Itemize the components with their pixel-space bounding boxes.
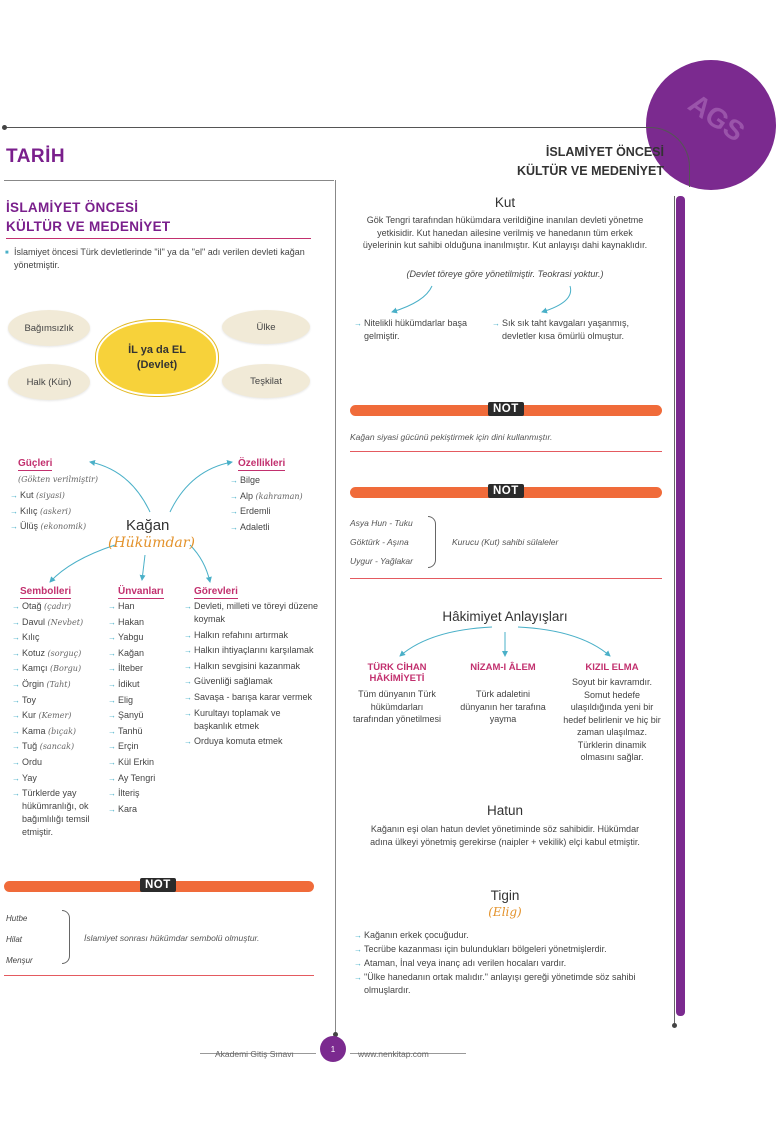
list-item: → Kurultayı toplamak ve başkanlık etmek [184,707,319,733]
list-item: → Elig [108,694,155,707]
gucleri-item-note: (askeri) [40,506,72,516]
not-left-item: Menşur [6,956,33,965]
sembol-name: Tuğ [22,741,38,752]
hakimiyet-col3-text: Soyut bir kavramdır. Somut hedefe ulaşıldığında yeni bir hedef belirlenir ve hiç bir zaman ulaşılmaz. Türklerin dinamik olmasını sağlar. [563,677,661,762]
subject-title: TARİH [6,146,66,167]
sembolleri-heading: Sembolleri [20,586,72,597]
sembolleri-list [12,600,104,842]
list-item: → Halkın ihtiyaçlarını karşılamak [184,644,319,657]
list-item: → Hakan [108,616,155,629]
not-left-item: Hilat [6,935,23,944]
list-item: → Erçin [108,740,155,753]
list-item: → Kara [108,803,155,816]
kagan-title: Kağan [126,517,170,534]
list-item [12,740,104,753]
hakimiyet-col1-title: TÜRK CİHAN HÂKİMİYETİ [367,662,427,684]
list-item [230,490,303,503]
sembol-note: (Kemer) [38,711,72,721]
cloud-bagimsizlik: Bağımsızlık [8,310,90,346]
sembol-note: (Nevbet) [47,617,84,627]
sembol-note: (bıçak) [48,726,77,736]
ozellikleri-item-name: Adaletli [240,521,270,532]
list-item: → Güvenliği sağlamak [184,675,319,688]
not-badge-left: NOT [140,878,176,892]
sembol-name: Kamçı [22,663,48,674]
list-item: → "Ülke hanedanın ortak malıdır." anlayışı gereği yönetimde söz sahibi olmuşlardır. [354,971,664,997]
center-cloud-line2: (Devlet) [136,359,178,371]
not2-item: Uygur - Yağlakar [350,556,413,566]
header-topic-line2: KÜLTÜR VE MEDENİYET [517,164,664,178]
list-item: → Tecrübe kazanması için bulundukları bölgeleri yönetmişlerdir. [354,943,664,956]
list-item: → Savaşa - barışa karar vermek [184,691,319,704]
gucleri-item-note: (ekonomik) [40,522,87,532]
list-item [12,709,104,722]
list-item: → Nitelikli hükümdarlar başa gelmiştir. [354,317,484,343]
not2-item: Göktürk - Aşına [350,537,409,547]
ozellikleri-list [230,474,303,536]
sembol-name: Toy [22,694,37,705]
ozellikleri-item-name: Bilge [240,475,261,485]
hakimiyet-col2-text: Türk adaletini dünyanın her tarafına yayma [460,689,546,724]
list-item: → Halkın sevgisini kazanmak [184,660,319,673]
kut-title: Kut [494,195,516,210]
header-topic-line1: İSLAMİYET ÖNCESİ [545,145,664,159]
list-item [12,631,104,644]
gucleri-item-name: Kılıç [20,505,38,516]
gucleri-note: (Gökten verilmiştir) [18,475,98,484]
kut-right-branch [492,317,657,346]
sembol-name: Yay [22,772,37,783]
hatun-text: Kağanın eşi olan hatun devlet yönetiminde söz sahibidir. Hükümdar adına ülkeyi yönetmiş gerekirse (naipler + vekilik) elçi kabul etmiştir. [370,824,640,847]
list-item [12,756,104,769]
sembol-note: (sorguç) [47,648,82,658]
footer-right-text: www.nenkitap.com [358,1049,429,1059]
kut-note: (Devlet töreye göre yönetilmiştir. Teokrasi yoktur.) [406,269,604,279]
sembol-name: Otağ [22,601,42,611]
kut-left-branch [354,317,484,346]
gorevleri-list [184,600,319,751]
sembol-name: Davul [22,616,46,627]
not2-text: Kurucu (Kut) sahibi sülaleler [452,537,559,547]
list-item: → Ay Tengri [108,772,155,785]
list-item [10,520,86,533]
sembol-note: (Taht) [46,679,71,689]
not-left-text: İslamiyet sonrası hükümdar sembolü olmuştur. [84,933,260,943]
list-item [12,787,104,839]
not-left-underline [4,975,314,976]
not1-underline [350,451,662,452]
not-badge-right-1: NOT [488,402,524,416]
not2-underline [350,578,662,579]
list-item: → Sık sık taht kavgaları yaşanmış, devletler kısa ömürlü olmuştur. [492,317,657,343]
list-item: → Halkın refahını artırmak [184,629,319,642]
list-item [12,678,104,691]
sembol-name: Kılıç [22,632,40,643]
hakimiyet-col2-title: NİZAM-I ÂLEM [470,662,536,673]
ozellikleri-item-name: Alp [240,490,254,501]
tigin-subtitle: (Elig) [488,905,522,919]
list-item [10,489,86,502]
list-item [12,662,104,675]
unvanlari-heading: Ünvanları [118,586,164,597]
kagan-subtitle: (Hükümdar) [108,535,195,551]
hakimiyet-col3-title: KIZIL ELMA [585,662,639,673]
sembol-note: (Borgu) [50,664,82,674]
unvanlari-list [108,600,155,818]
gucleri-list [10,489,86,536]
list-item: → İdikut [108,678,155,691]
center-cloud-line1: İL ya da EL [128,344,186,356]
list-item: → Kağanın erkek çocuğudur. [354,929,664,942]
list-item: → Şanyü [108,709,155,722]
sembol-note: (çadır) [44,602,72,611]
sembol-note: (sancak) [39,742,75,752]
list-item [12,616,104,629]
not2-item: Asya Hun - Tuku [350,518,413,528]
gucleri-heading: Güçleri [18,458,53,469]
list-item [12,694,104,707]
intro-text: ■ İslamiyet öncesi Türk devletlerinde "il" ya da "el" adı verilen devleti kağan yönetmiştir. [14,246,324,272]
section-title-line2: KÜLTÜR VE MEDENİYET [6,219,171,234]
list-item [12,725,104,738]
hatun-title: Hatun [486,803,524,818]
hakimiyet-title: Hâkimiyet Anlayışları [442,609,568,624]
gucleri-item-note: (siyasi) [36,491,65,500]
sembol-name: Örgin [22,678,45,689]
gorevleri-heading: Görevleri [194,586,238,597]
list-item [10,505,86,518]
list-item [12,647,104,660]
sembol-name: Kotuz [22,647,46,658]
sembol-name: Ordu [22,756,43,767]
tigin-title: Tigin [490,888,520,903]
not-badge-right-2: NOT [488,484,524,498]
list-item [230,521,303,534]
list-item [12,600,104,613]
not-left-item: Hutbe [6,914,28,923]
list-item: → İlteber [108,662,155,675]
list-item [12,772,104,785]
cloud-ulke: Ülke [222,310,310,344]
list-item: → Yabgu [108,631,155,644]
ozellikleri-item-note: (kahraman) [255,491,303,501]
cloud-teskilat: Teşkilat [222,364,310,398]
ozellikleri-item-name: Erdemli [240,506,271,517]
page-number: 1 [320,1036,346,1062]
list-item: → Kül Erkin [108,756,155,769]
list-item: → Tanhü [108,725,155,738]
gucleri-item-name: Kut [20,490,34,500]
sembol-name: Kama [22,725,46,736]
cloud-halk: Halk (Kün) [8,364,90,400]
kut-text: Gök Tengri tarafından hükümdara verildiğine inanılan devleti yönetme yetkisidir. Kut hanedan ailesine verilmiş ve hanedanın tüm erkek üyelerinin kut sahibi olduğuna inanılmıştır. Kut anlayışı dahi kaynaklıdır. [362,215,648,250]
list-item: → Kağan [108,647,155,660]
footer-left-text: Akademi Gitiş Sınavı [215,1049,294,1059]
corner-badge-text: AGS [682,87,751,148]
tigin-list [354,929,664,998]
list-item: → Devleti, milleti ve töreyi düzene koymak [184,600,319,626]
not2-brace [428,516,436,568]
list-item [230,474,303,487]
sembol-name: Türklerde yay hükümranlığı, ok bağımlılığı temsil etmiştir. [22,788,90,838]
list-item: → Han [108,600,155,613]
list-item: → Ataman, İnal veya inanç adı verilen hocaları vardır. [354,957,664,970]
list-item: → İlteriş [108,787,155,800]
ozellikleri-heading: Özellikleri [238,458,286,469]
not1-text: Kağan siyasi gücünü pekiştirmek için dini kullanmıştır. [350,432,553,442]
list-item: → Orduya komuta etmek [184,735,319,748]
hakimiyet-col1-text: Tüm dünyanın Türk hükümdarları tarafından yönetilmesi [352,689,442,724]
not-left-brace [62,910,70,964]
sembol-name: Kur [22,710,37,721]
list-item [230,505,303,518]
section-title-line1: İSLAMİYET ÖNCESİ [6,200,139,215]
gucleri-item-name: Ülüş [20,521,39,532]
